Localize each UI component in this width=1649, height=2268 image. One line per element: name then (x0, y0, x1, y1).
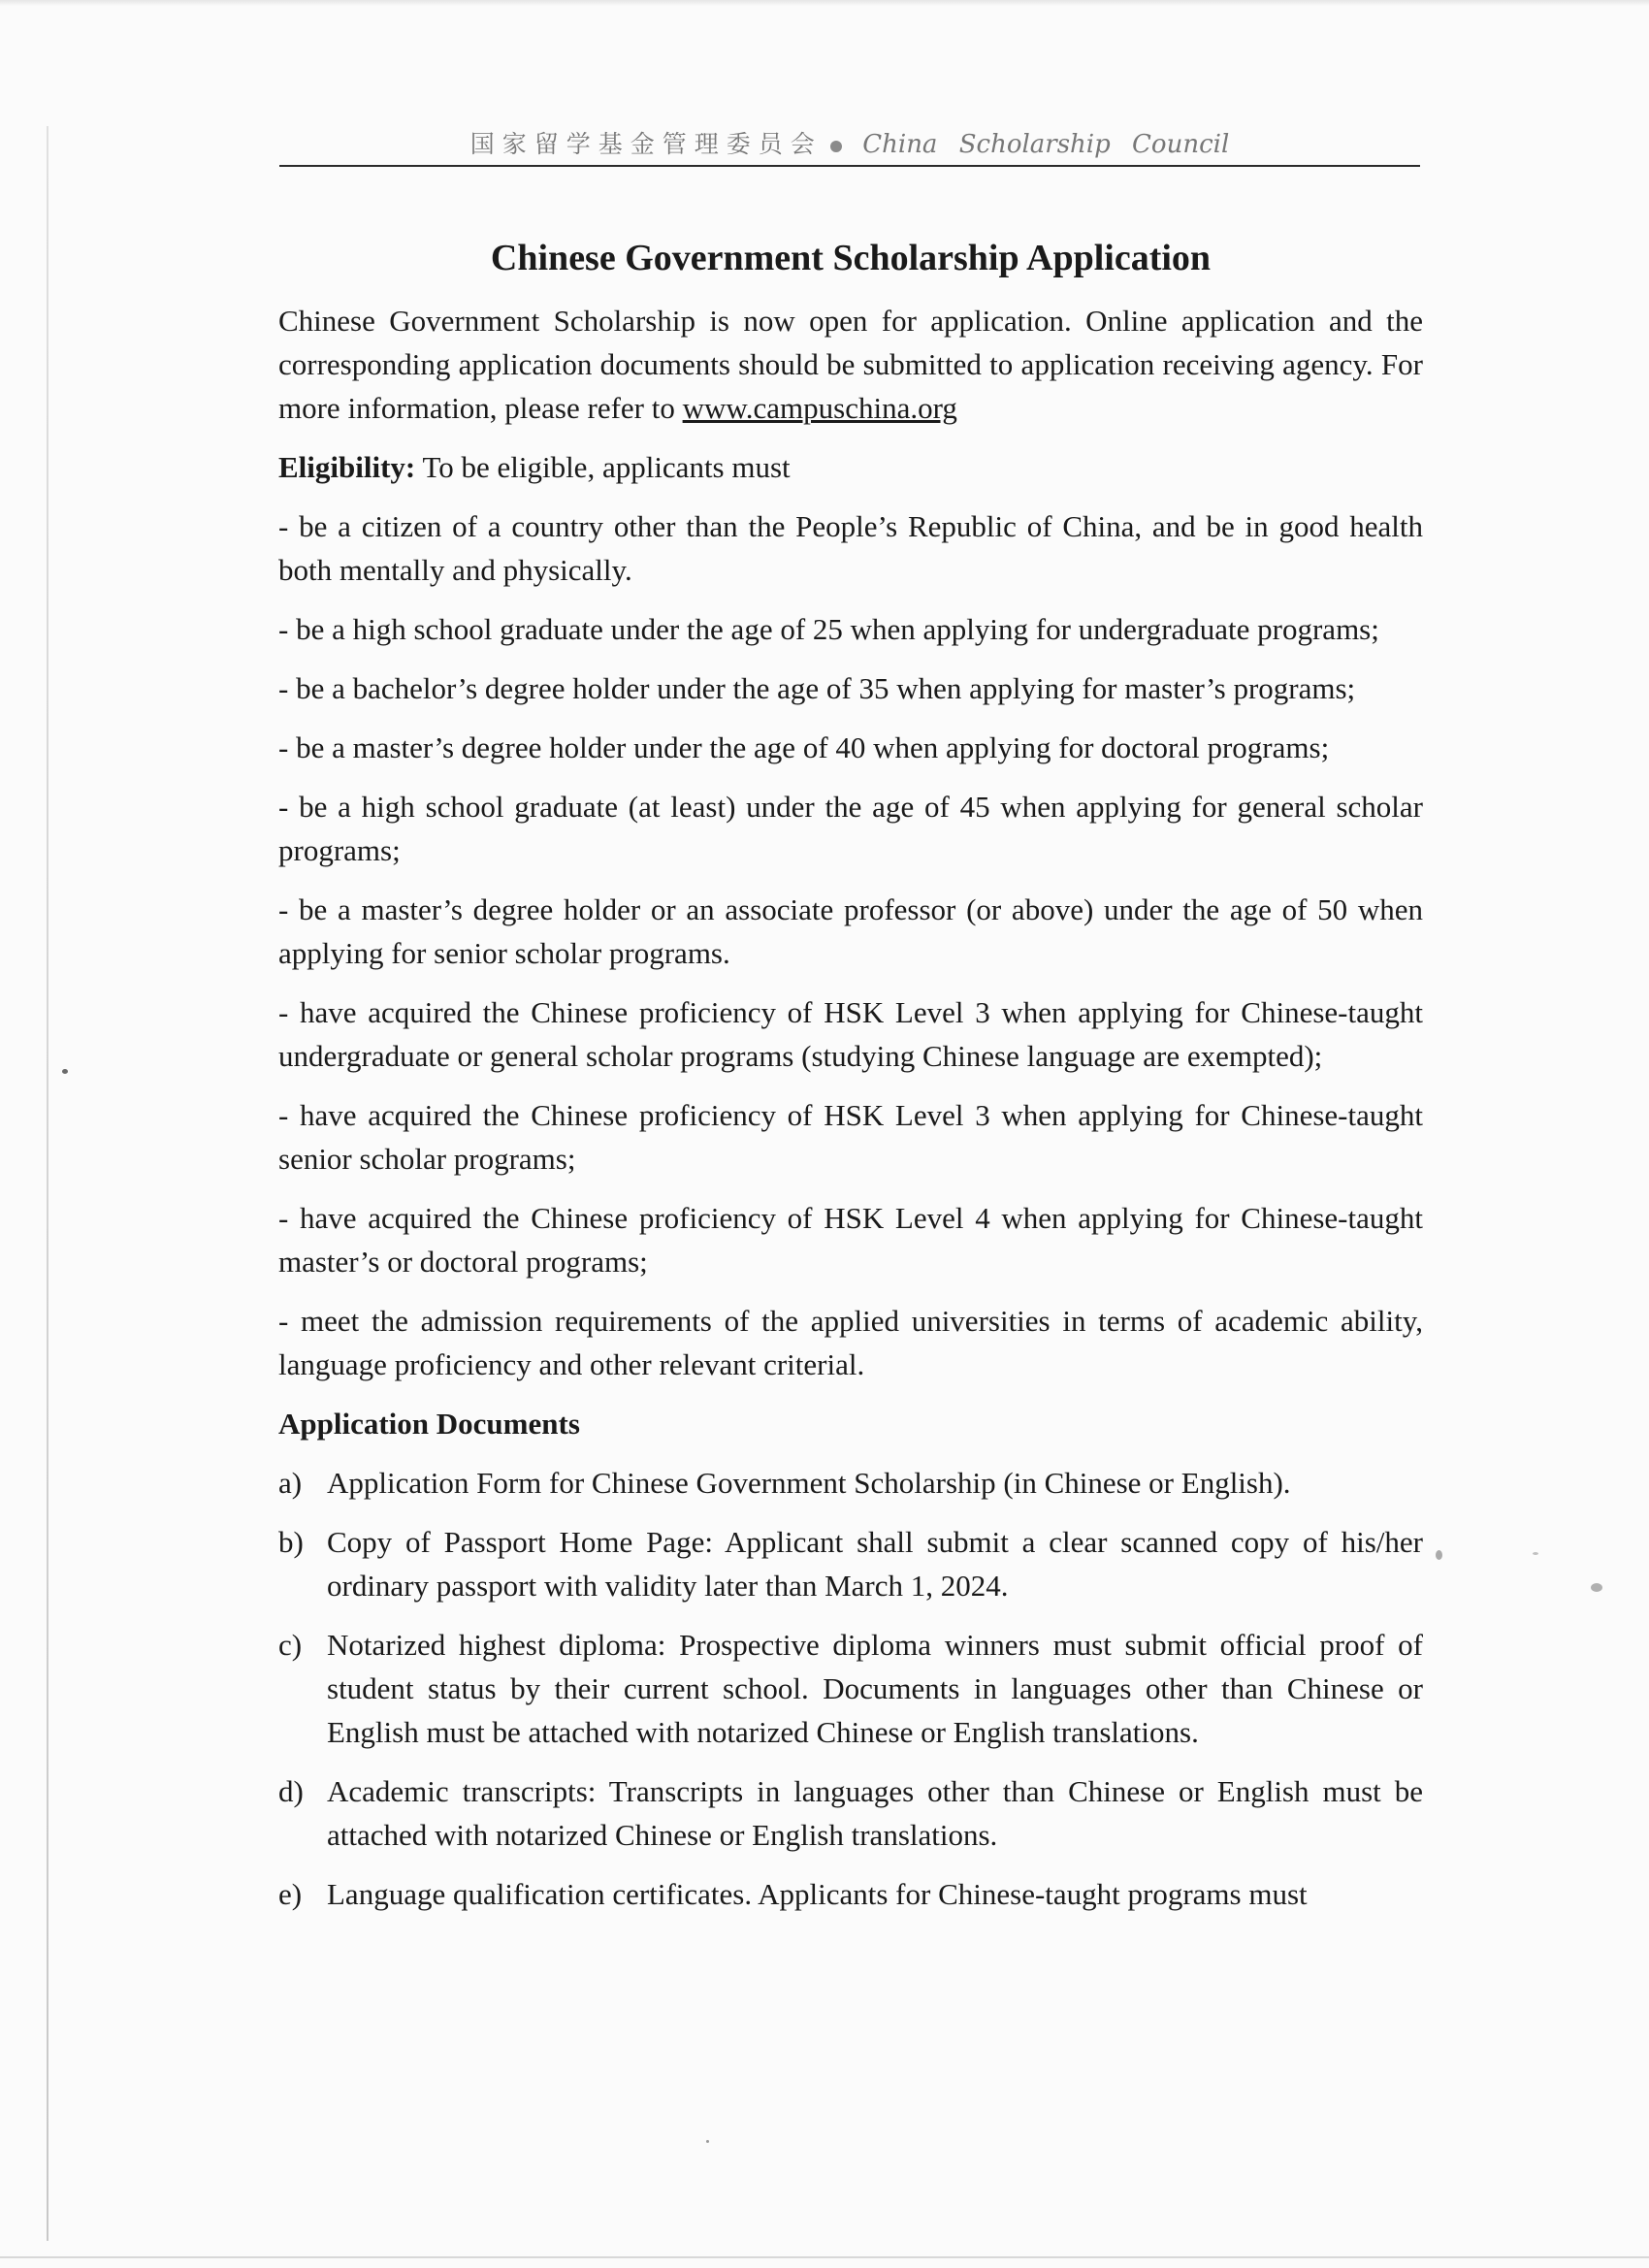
document-item (278, 1520, 1423, 1607)
eligibility-label: Eligibility: (278, 450, 416, 484)
document-item-marker: b) (278, 1525, 304, 1559)
scan-speck (1436, 1550, 1442, 1560)
eligibility-item: - be a master’s degree holder or an associate professor (or above) under the age of 50 when applying for senior scholar programs. (278, 892, 1423, 970)
scan-speck (1533, 1552, 1538, 1555)
document-item (278, 1872, 1423, 1916)
letterhead-english: China Scholarship Council (862, 130, 1230, 159)
document-item-marker: d) (278, 1774, 304, 1808)
document-item (278, 1769, 1423, 1857)
eligibility-item: - be a bachelor’s degree holder under the age of 35 when applying for master’s programs; (278, 671, 1356, 705)
scan-edge-left (47, 126, 48, 2241)
scan-speck (1591, 1583, 1602, 1592)
scan-edge-bottom (0, 2256, 1649, 2258)
letterhead-rule (279, 165, 1420, 167)
scan-speck (706, 2140, 709, 2143)
scan-edge-top (0, 0, 1649, 6)
document-item-marker: a) (278, 1466, 303, 1500)
eligibility-item: - have acquired the Chinese proficiency of HSK Level 4 when applying for Chinese-taught master’s or doctoral programs; (278, 1201, 1423, 1279)
eligibility-item: - be a master’s degree holder under the age of 40 when applying for doctoral programs; (278, 730, 1330, 764)
document-item (278, 1461, 1423, 1505)
letterhead (279, 124, 1420, 167)
document-item-text: Academic transcripts: Transcripts in languages other than Chinese or English must be attached with notarized Chinese or English translations. (327, 1774, 1423, 1852)
letterhead-dot-icon (830, 141, 842, 152)
eligibility-item: - meet the admission requirements of the applied universities in terms of academic ability, language proficiency and other relevant criterial. (278, 1304, 1423, 1381)
document-item-marker: e) (278, 1877, 303, 1911)
document-body (278, 229, 1423, 1931)
document-item-text: Language qualification certificates. Applicants for Chinese-taught programs must (327, 1877, 1308, 1911)
eligibility-intro (278, 445, 1423, 489)
intro-text: Chinese Government Scholarship is now open for application. Online application and the corresponding application documents should be submitted to application receiving agency. For more information, please refer to (278, 304, 1423, 425)
eligibility-item: - be a high school graduate (at least) under the age of 45 when applying for general scholar programs; (278, 790, 1423, 867)
scan-speck (62, 1069, 68, 1074)
eligibility-item: - have acquired the Chinese proficiency of HSK Level 3 when applying for Chinese-taught undergraduate or general scholar programs (studying Chinese language are exempted); (278, 995, 1423, 1073)
document-item-text: Application Form for Chinese Government Scholarship (in Chinese or English). (327, 1466, 1291, 1500)
document-item-marker: c) (278, 1628, 303, 1662)
document-item (278, 1623, 1423, 1754)
letterhead-chinese: 国家留学基金管理委员会 (469, 130, 823, 158)
eligibility-item: - have acquired the Chinese proficiency of HSK Level 3 when applying for Chinese-taught senior scholar programs; (278, 1098, 1423, 1176)
eligibility-item: - be a citizen of a country other than the People’s Republic of China, and be in good health both mentally and physically. (278, 509, 1423, 587)
campuschina-link[interactable]: www.campuschina.org (682, 391, 957, 425)
document-title: Chinese Government Scholarship Application (490, 238, 1212, 278)
documents-heading: Application Documents (278, 1407, 580, 1441)
eligibility-text: To be eligible, applicants must (415, 450, 791, 484)
document-item-text: Notarized highest diploma: Prospective diploma winners must submit official proof of student status by their current school. Documents in languages other than Chinese or English must be attached with notarized Chinese or English translations. (327, 1628, 1423, 1749)
eligibility-item: - be a high school graduate under the age of 25 when applying for undergraduate programs; (278, 612, 1379, 646)
document-item-text: Copy of Passport Home Page: Applicant shall submit a clear scanned copy of his/her ordinary passport with validity later than March 1, 2024. (327, 1525, 1423, 1603)
intro-paragraph (278, 299, 1423, 430)
